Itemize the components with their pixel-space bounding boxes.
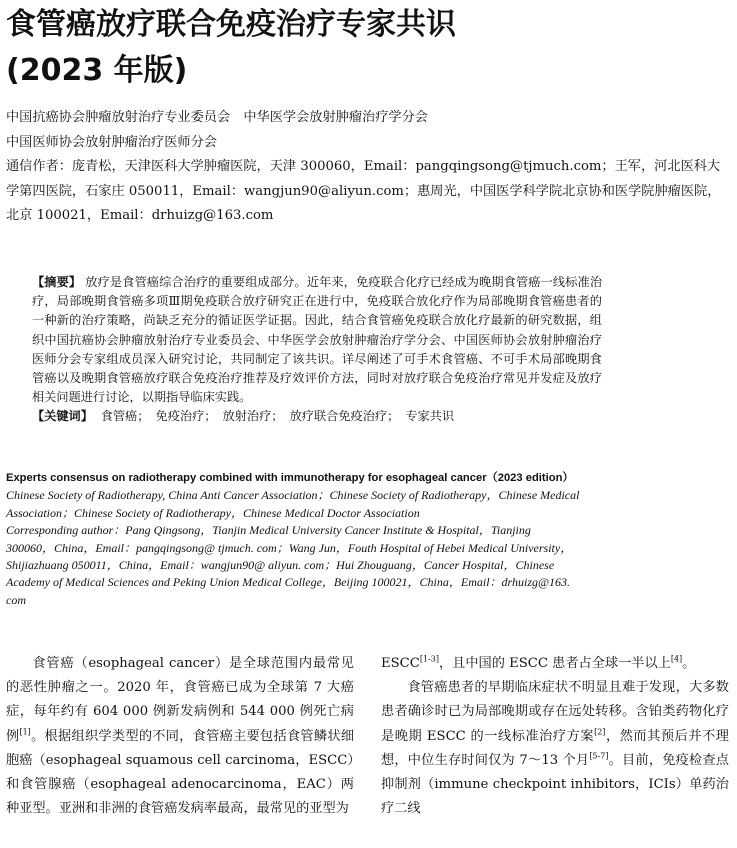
title-line-1: 食管癌放疗联合免疫治疗专家共识 [6,7,456,42]
english-corresponding-author: Corresponding author：Pang Qingsong，Tianjin Medical University Cancer Institute & Hospital，Tianjing 300060，China，Email：pangqingsong@ tjmuch. com；Wang Jun，Fouth Hospital of Hebei Medical University，Shijiazhuang 050011，China，Email：wangjun90@ aliyun. com；Hui Zhouguang，Cancer Hospital，Chinese Academy of Medical Sciences and Peking Union Medical College，Beijing 100021，China，Email：drhuizg@163. com [6,523,573,607]
keywords-label: 【关键词】 [32,409,93,424]
english-title: Experts consensus on radiotherapy combined with immunotherapy for esophageal cancer（2023 edition） [6,472,574,484]
body-text: ESCC [381,656,420,671]
body-text: 。根据组织学类型的不同，食管癌主要包括食管鳞状细胞癌（esophageal squamous cell carcinoma，ESCC）和食管腺癌（esophageal adenocarcinoma，EAC）两种亚型。亚洲和非洲的食管癌发病率最高，最常见的亚型为 [6,728,355,817]
reference-link[interactable]: [1] [19,727,31,737]
reference-link[interactable]: [4] [670,654,683,664]
body-paragraph [381,652,729,676]
body-text: ，然而其预后并不理想，中位生存时间仅为 7～13 个月 [381,728,729,768]
body-text: 。目前，免疫检查点抑制剂（immune checkpoint inhibitors，ICIs）单药治疗二线 [381,752,729,817]
reference-link[interactable]: [2] [594,727,606,737]
affiliation-line-1: 中国抗癌协会肿瘤放射治疗专业委员会 中华医学会放射肿瘤治疗学分会 [6,110,428,125]
body-text: 。 [682,656,696,671]
keywords-text: 食管癌； 免疫治疗； 放射治疗； 放疗联合免疫治疗； 专家共识 [100,409,455,424]
body-text: ，且中国的 ESCC 患者占全球一半以上 [438,656,671,671]
body-text: 食管癌患者的早期临床症状不明显且难于发现，大多数患者确诊时已为局部晚期或存在远处转移。含铂类药物化疗是晚期 ESCC 的一线标准治疗方案 [381,680,729,744]
correspondence: 通信作者：庞青松，天津医科大学肿瘤医院，天津 300060，Email：pangqingsong@tjmuch.com；王军，河北医科大学第四医院，石家庄 050011，Email：wangjun90@aliyun.com；惠周光，中国医学科学院北京协和医学院肿瘤医院，北京 100021，Email：drhuizg@163.com [6,159,721,224]
body-text: 食管癌（esophageal cancer）是全球范围内最常见的恶性肿瘤之一。2020 年，食管癌已成为全球第 7 大癌症，每年约有 604 000 例新发病例和 544 000 例死亡病例 [6,656,354,744]
body-column-right [381,652,729,821]
english-organizations: Chinese Society of Radiotherapy, China Anti Cancer Association；Chinese Society of Radiotherapy，Chinese Medical Association；Chinese Society of Radiotherapy，Chinese Medical Doctor Association [6,488,580,520]
page-title [6,2,726,94]
abstract [32,273,602,427]
reference-link[interactable]: [1-3] [419,654,439,664]
body-paragraph [6,652,354,821]
body-column-left [6,652,354,821]
abstract-text: 放疗是食管癌综合治疗的重要组成部分。近年来，免疫联合化疗已经成为晚期食管癌一线标准治疗，局部晚期食管癌多项Ⅲ期免疫联合放疗研究正在进行中，免疫联合放化疗作为局部晚期食管癌患者的一种新的治疗策略，尚缺乏充分的循证医学证据。因此，结合食管癌免疫联合放化疗最新的研究数据，组织中国抗癌协会肿瘤放射治疗专业委员会、中华医学会放射肿瘤治疗学分会、中国医师协会放射肿瘤治疗医师分会专家组成员深入研究讨论，共同制定了该共识。详尽阐述了可手术食管癌、不可手术局部晚期食管癌以及晚期食管癌放疗联合免疫治疗推荐及疗效评价方法，同时对放疗联合免疫治疗常见并发症及放疗相关问题进行讨论，以期指导临床实践。 [32,275,603,405]
keywords-paragraph [32,407,602,426]
author-block [6,106,726,229]
abstract-label: 【摘要】 [32,275,82,289]
affiliation-line-2: 中国医师协会放射肿瘤治疗医师分会 [6,134,217,150]
title-line-2: (2023 年版) [6,53,188,88]
abstract-paragraph [32,273,602,407]
body-paragraph [381,676,729,821]
english-abstract-header [6,470,580,609]
reference-link[interactable]: [5-7] [589,751,609,761]
